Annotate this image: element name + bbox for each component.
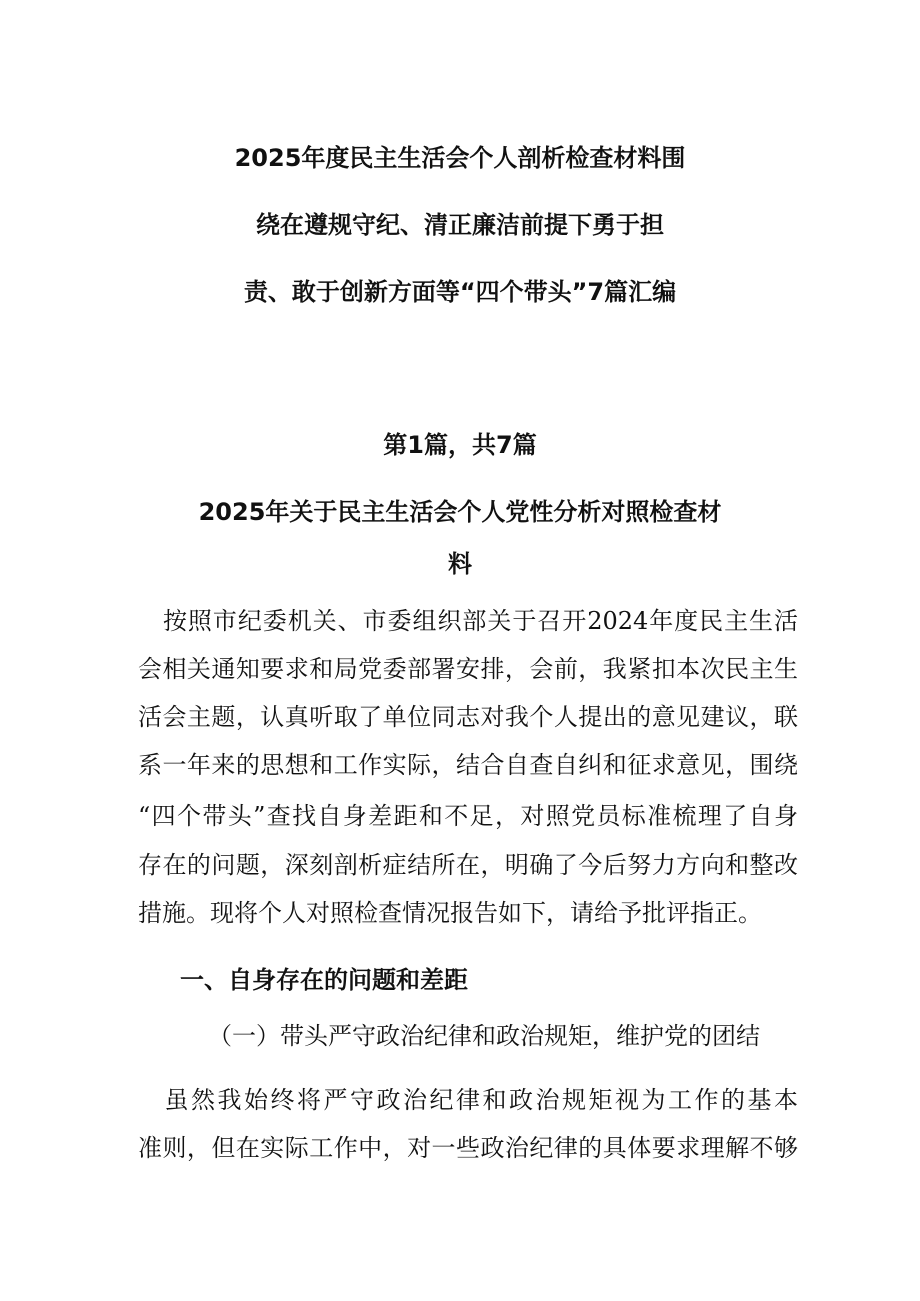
doc-title-line-2: 绕在遵规守纪、清正廉洁前提下勇于担 <box>256 211 664 239</box>
article-title-line-2: 料 <box>448 550 472 578</box>
subsection-heading: （一）带头严守政治纪律和政治规矩，维护党的团结 <box>208 1022 760 1050</box>
article-title-line-1: 2025年关于民主生活会个人党性分析对照检查材 <box>198 498 722 526</box>
paragraph-line: 活会主题，认真听取了单位同志对我个人提出的意见建议，联 <box>138 703 798 731</box>
paragraph-line: 措施。现将个人对照检查情况报告如下，请给予批评指正。 <box>138 899 762 927</box>
paragraph-line: 虽然我始终将严守政治纪律和政治规矩视为工作的基本 <box>138 1086 798 1114</box>
paragraph-line: 按照市纪委机关、市委组织部关于召开2024年度民主生活 <box>138 607 798 635</box>
paragraph-line: 系一年来的思想和工作实际，结合自查自纠和征求意见，围绕 <box>138 751 798 779</box>
paragraph-line: 存在的问题，深刻剖析症结所在，明确了今后努力方向和整改 <box>138 851 798 879</box>
doc-title-line-3: 责、敢于创新方面等“四个带头”7篇汇编 <box>243 278 677 306</box>
part-label: 第1篇，共7篇 <box>383 431 537 459</box>
section-heading: 一、自身存在的问题和差距 <box>180 966 468 994</box>
paragraph-line: 会相关通知要求和局党委部署安排，会前，我紧扣本次民主生 <box>138 655 798 683</box>
doc-title-line-1: 2025年度民主生活会个人剖析检查材料围 <box>234 144 686 172</box>
paragraph-line: 准则，但在实际工作中，对一些政治纪律的具体要求理解不够 <box>138 1134 798 1162</box>
paragraph-line: “四个带头”查找自身差距和不足，对照党员标准梳理了自身 <box>138 802 798 830</box>
